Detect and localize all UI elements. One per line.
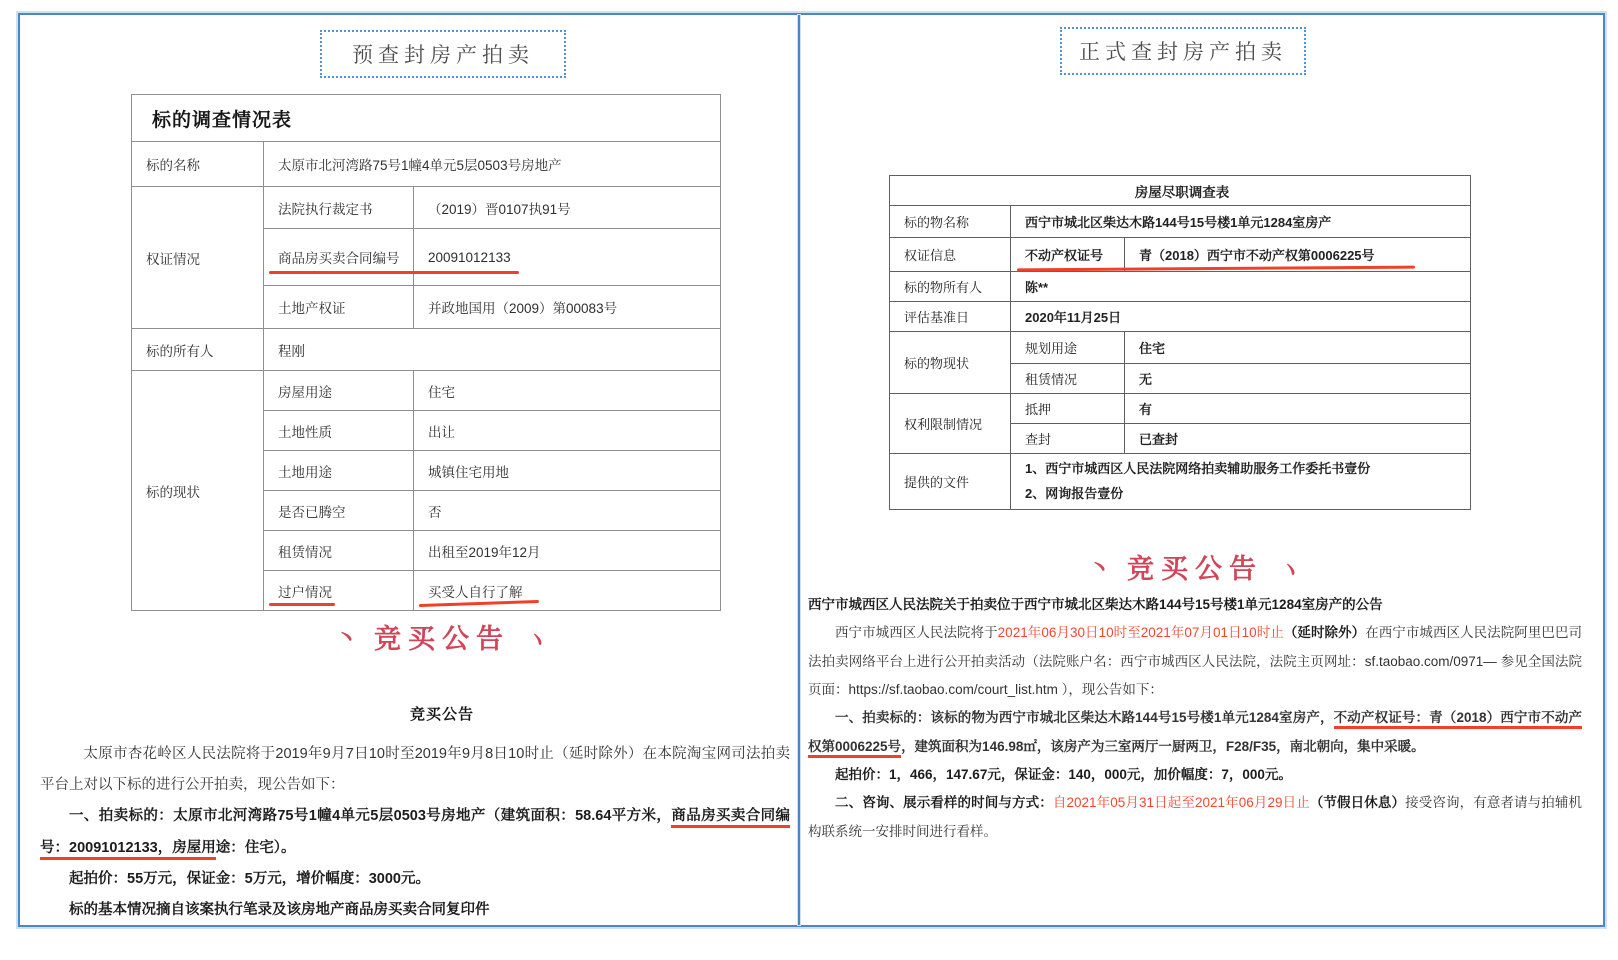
viewing-dates-red-text: 自2021年05月31日起至2021年06月29日止 (1052, 795, 1310, 811)
row-value-subject-name: 太原市北河湾路75号1幢4单元5层0503号房地产 (264, 142, 721, 187)
row-value-house-use: 住宅 (414, 371, 721, 411)
red-underline-annotation (269, 271, 519, 274)
contract-no-underlined-text: 商品房买卖合同编号：20091012133，房屋用 (40, 808, 790, 859)
right-announcement-title: 西宁市城西区人民法院关于拍卖位于西宁市城北区柴达木路144号15号楼1单元1284室房产的公告 (808, 597, 1383, 612)
right-paragraph-intro: 西宁市城西区人民法院将于2021年06月30日10时至2021年07月01日10时止（延时除外）在西宁市城西区人民法院阿里巴巴司法拍卖网络平台上进行公开拍卖活动（法院账户名：西宁市城西区人民法院，法院主页网址：sf.taobao.com/0971— 参见全国法院页面：https://sf.taobao.com/court_list.htm ），现公告如下： (808, 625, 1583, 698)
row-label-provided-docs: 提供的文件 (890, 454, 1011, 510)
row-value-mortgage: 有 (1125, 394, 1471, 424)
row-label-court-ruling: 法院执行裁定书 (264, 187, 414, 229)
left-bid-notice-script-heading (64, 617, 820, 656)
row-label-lease: 租赁情况 (264, 531, 414, 571)
row-value-vacated: 否 (414, 491, 721, 531)
row-label-mortgage: 抵押 (1011, 394, 1125, 424)
row-value-provided-docs (1011, 454, 1471, 510)
group-label-certificates: 权证情况 (132, 187, 264, 329)
left-table-title: 标的调查情况表 (132, 95, 721, 142)
row-label-land-cert: 土地产权证 (264, 286, 414, 329)
row-value-property-owner: 陈** (1011, 272, 1471, 302)
row-label-transfer: 过户情况 (264, 571, 414, 611)
row-label-land-use: 土地用途 (264, 451, 414, 491)
panel-divider (798, 15, 800, 925)
left-note-line: 标的基本情况摘自该案执行笔录及该房地产商品房买卖合同复印件 (69, 901, 490, 918)
row-value-cert-no: 青（2018）西宁市不动产权第0006225号 (1125, 238, 1471, 272)
row-value-land-cert: 并政地国用（2009）第00083号 (414, 286, 721, 329)
cert-no-underlined-text: 不动产权证号：青（2018）西宁市不动产权第0006225号 (808, 710, 1582, 757)
right-announcement-body (808, 591, 1582, 846)
row-label-contract-no: 商品房买卖合同编号 (264, 229, 414, 286)
right-script-heading-text: 竞买公告 (1127, 554, 1263, 584)
left-announcement-heading: 竞买公告 (409, 706, 474, 723)
right-viewing-line: 二、咨询、展示看样的时间与方式：自2021年05月31日起至2021年06月29日止（节假日休息）接受咨询，有意者请与拍辅机构联系统一安排时间进行看样。 (808, 795, 1583, 839)
row-label-property-owner: 标的物所有人 (890, 272, 1011, 302)
document-frame (18, 13, 1605, 927)
row-value-seizure: 已查封 (1125, 424, 1471, 454)
row-value-transfer: 买受人自行了解 (414, 571, 721, 611)
row-value-land-nature: 出让 (414, 411, 721, 451)
row-value-property-name: 西宁市城北区柴达木路144号15号楼1单元1284室房产 (1011, 206, 1471, 238)
left-auction-item-line: 一、拍卖标的：太原市北河湾路75号1幢4单元5层0503号房地产（建筑面积：58.64平方米，商品房买卖合同编号：20091012133，房屋用途：住宅）。 (40, 801, 790, 863)
right-table (889, 175, 1470, 510)
group-label-status: 标的现状 (132, 371, 264, 611)
tick-mark-right: 丶 (522, 625, 552, 657)
tick-mark-left: 丶 (1086, 553, 1113, 583)
row-value-court-ruling: （2019）晋0107执91号 (414, 187, 721, 229)
row-label-owner: 标的所有人 (132, 329, 264, 371)
right-price-line: 起拍价：1，466，147.67元，保证金：140，000元，加价幅度：7，000元。 (835, 767, 1292, 783)
doc-line-2: 2、网询报告壹份 (1025, 486, 1124, 502)
right-bid-notice-script-heading (810, 547, 1580, 586)
row-label-house-use: 房屋用途 (264, 371, 414, 411)
red-underline-annotation (269, 603, 335, 606)
formal-seizure-badge (1060, 27, 1306, 75)
left-announcement-body (40, 739, 790, 926)
row-value-lease: 出租至2019年12月 (414, 531, 721, 571)
row-label-property-name: 标的物名称 (890, 206, 1011, 238)
row-label-lease-status: 租赁情况 (1011, 364, 1125, 394)
left-paragraph-intro: 太原市杏花岭区人民法院将于2019年9月7日10时至2019年9月8日10时止（延时除外）在本院淘宝网司法拍卖平台上对以下标的进行公开拍卖，现公告如下： (40, 746, 790, 794)
doc-line-1: 1、西宁市城西区人民法院网络拍卖辅助服务工作委托书壹份 (1025, 461, 1371, 476)
row-value-owner: 程刚 (264, 329, 721, 371)
row-value-lease-status: 无 (1125, 364, 1471, 394)
row-label-valuation-date: 评估基准日 (890, 302, 1011, 332)
row-value-land-use: 城镇住宅用地 (414, 451, 721, 491)
row-label-subject-name: 标的名称 (132, 142, 264, 187)
formal-seizure-badge-label: 正式查封房产拍卖 (1079, 40, 1287, 64)
tick-mark-left: 丶 (333, 623, 360, 653)
right-table-title: 房屋尽职调查表 (890, 176, 1471, 206)
pre-seizure-badge-label: 预查封房产拍卖 (352, 43, 534, 67)
row-value-contract-no: 20091012133 (414, 229, 721, 286)
group-label-property-status: 标的物现状 (890, 332, 1011, 394)
tick-mark-right: 丶 (1275, 555, 1305, 587)
left-script-heading-text: 竞买公告 (374, 624, 510, 654)
right-auction-item-line: 一、拍卖标的：该标的物为西宁市城北区柴达木路144号15号楼1单元1284室房产，不动产权证号：青（2018）西宁市不动产权第0006225号，建筑面积为146.98㎡，该房产为三室两厅一厨两卫，F28/F35，南北朝向，集中采暖。 (808, 704, 1582, 761)
row-value-valuation-date: 2020年11月25日 (1011, 302, 1471, 332)
row-value-planned-use: 住宅 (1125, 332, 1471, 364)
row-label-seizure: 查封 (1011, 424, 1125, 454)
left-table (131, 94, 720, 611)
row-label-vacated: 是否已腾空 (264, 491, 414, 531)
group-label-rights-restrictions: 权利限制情况 (890, 394, 1011, 454)
row-label-cert-info: 权证信息 (890, 238, 1011, 272)
row-label-planned-use: 规划用途 (1011, 332, 1125, 364)
row-label-land-nature: 土地性质 (264, 411, 414, 451)
left-price-line: 起拍价：55万元，保证金：5万元，增价幅度：3000元。 (69, 870, 430, 887)
row-sublabel-cert-no: 不动产权证号 (1011, 238, 1125, 272)
pre-seizure-badge (320, 30, 566, 78)
auction-dates-red-text: 2021年06月30日10时至2021年07月01日10时止 (997, 625, 1284, 641)
